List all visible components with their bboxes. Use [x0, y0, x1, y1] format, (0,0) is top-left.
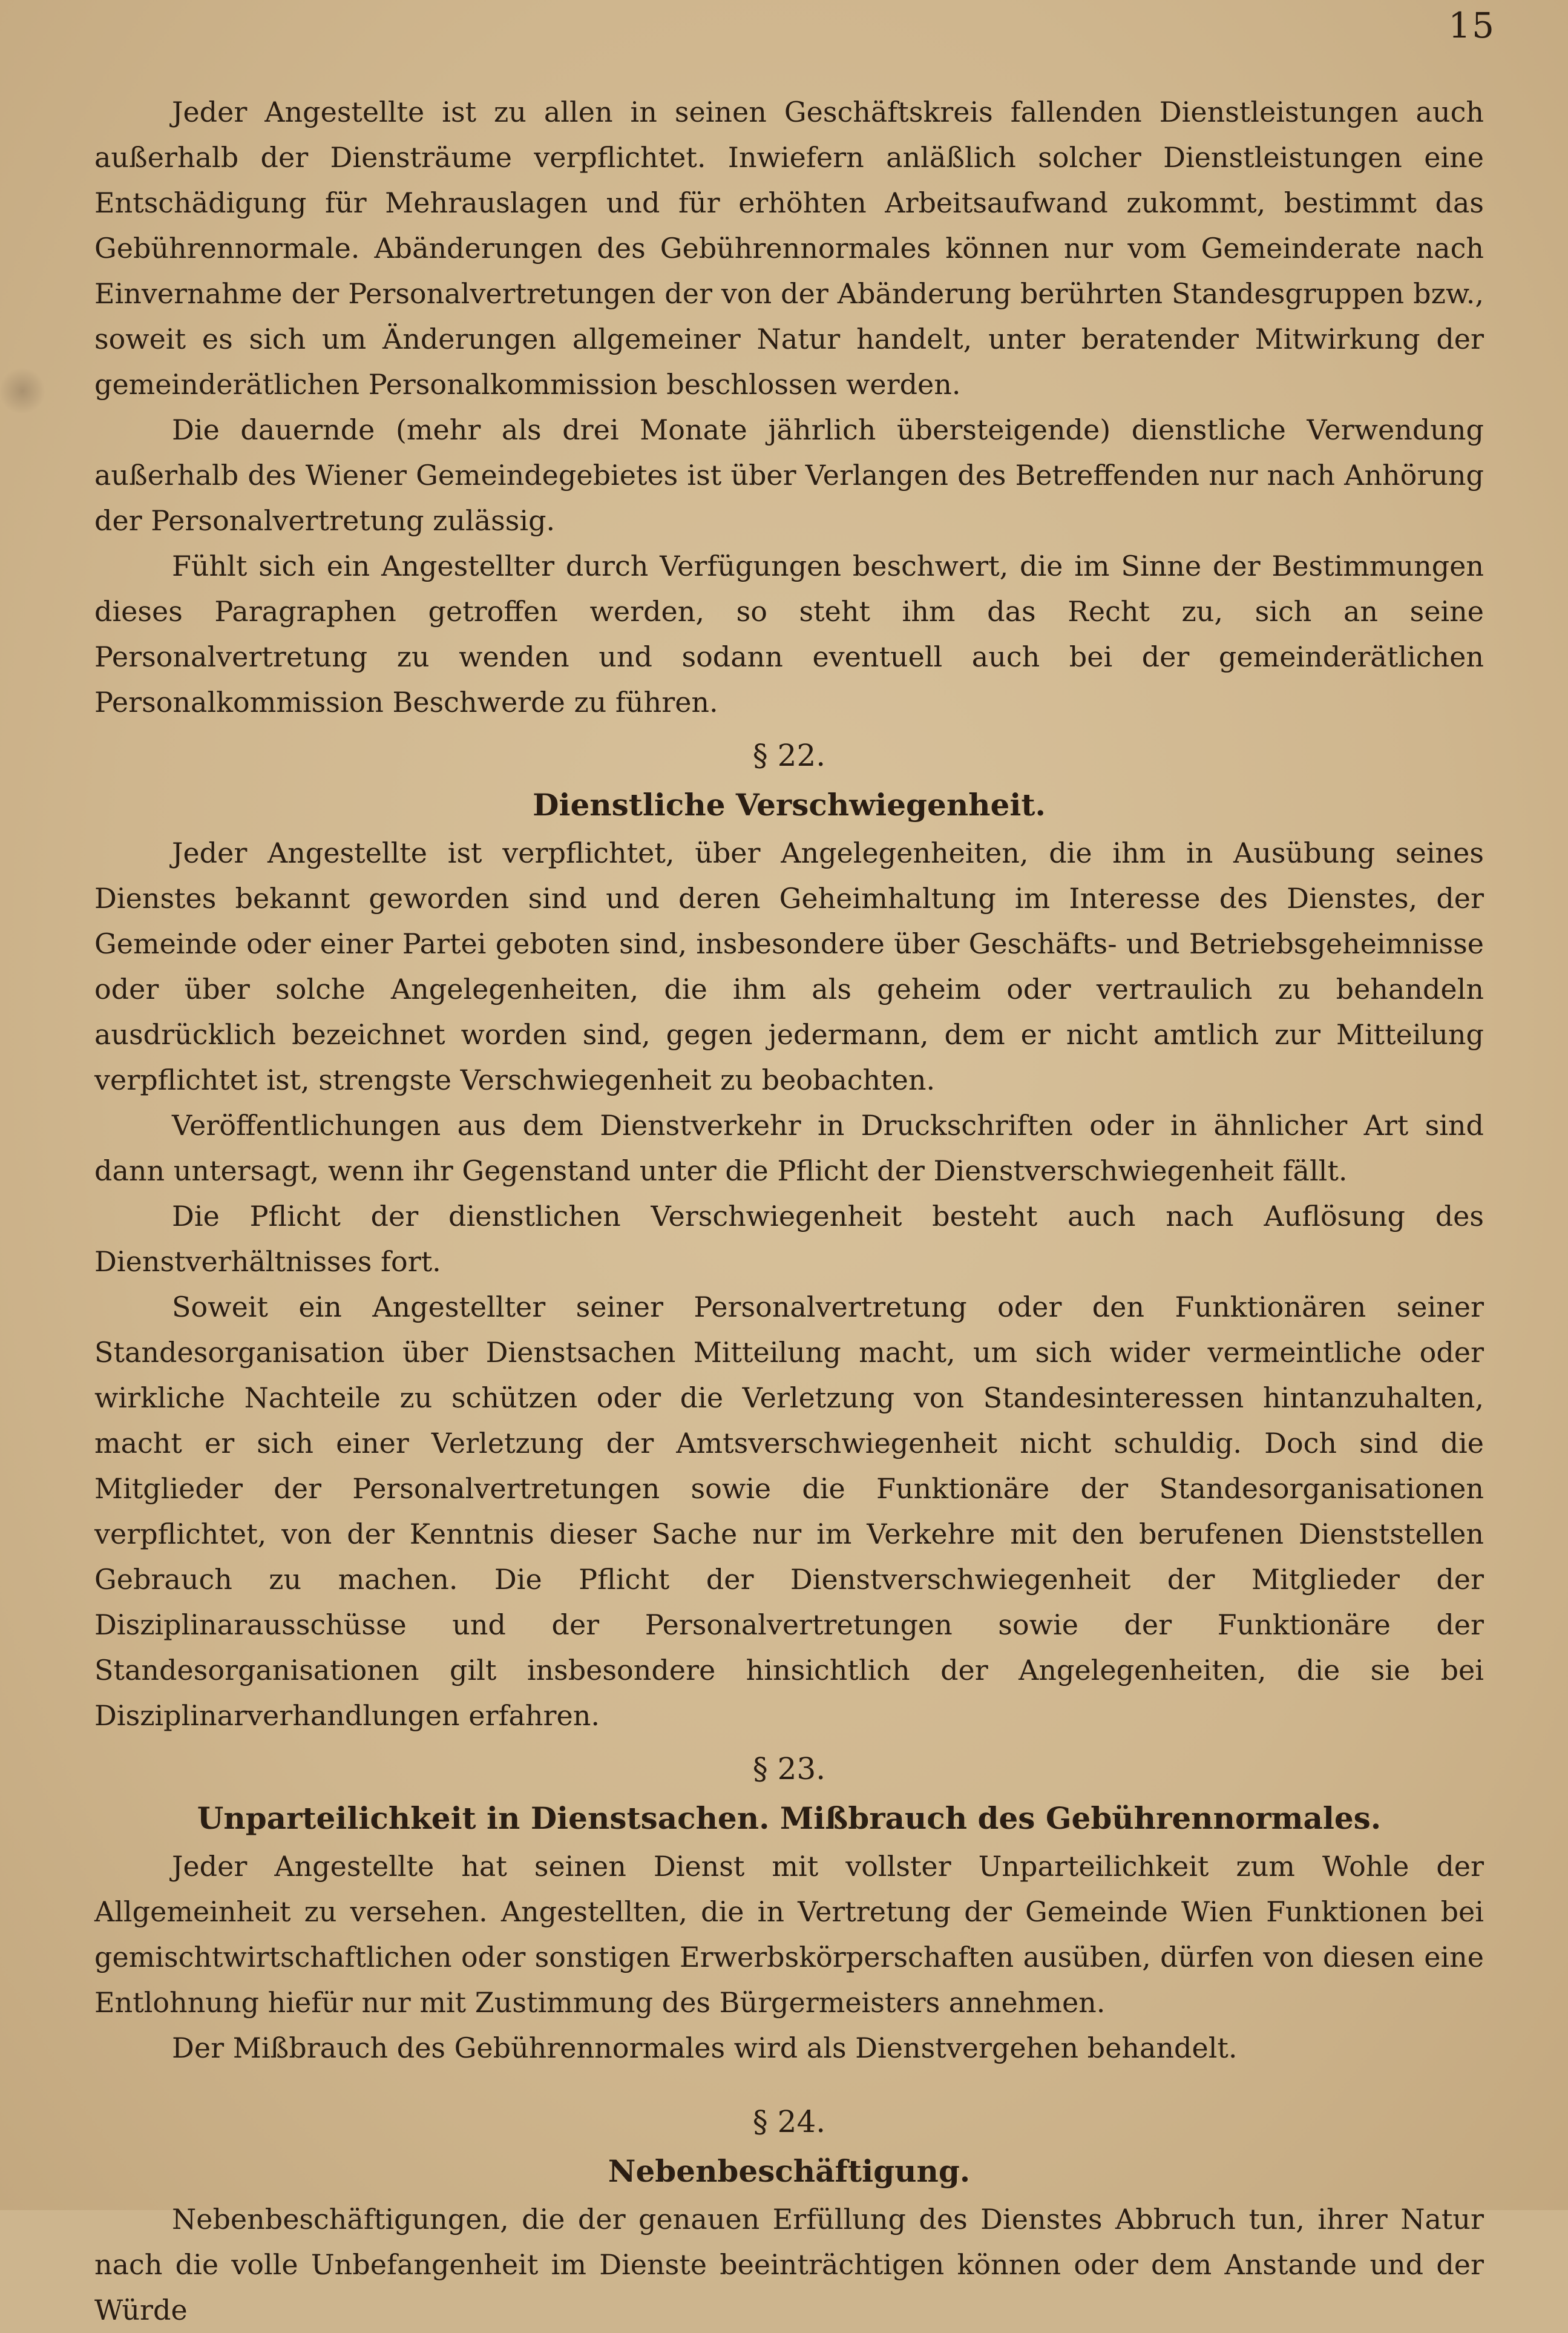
spacer [94, 2071, 1484, 2091]
paragraph: Der Mißbrauch des Gebührennormales wird als Dienstvergehen behandelt. [172, 2032, 1238, 2064]
ink-smudge [0, 367, 45, 415]
paragraph: Veröffentlichungen aus dem Dienstverkehr in Druckschriften oder in ähnlicher Art sind dann untersagt, wenn ihr Gegenstand unter die Pflicht der Dienstverschwiegenheit fällt. [94, 1109, 1484, 1187]
section-number: § 24. [752, 2104, 826, 2139]
section-number: § 23. [752, 1751, 826, 1786]
paragraph: Nebenbeschäftigungen, die der genauen Erfüllung des Dienstes Abbruch tun, ihrer Natur nach die volle Unbefangenheit im Dienste beeinträchtigen können oder dem Anstande und der Würde [94, 2203, 1484, 2326]
document-body [94, 90, 1484, 2333]
paragraph: Jeder Angestellte hat seinen Dienst mit vollster Unparteilichkeit zum Wohle der Allgemeinheit zu versehen. Angestellten, die in Vertretung der Gemeinde Wien Funktionen bei gemischtwirtschaftlichen oder sonstigen Erwerbskörperschaften ausüben, dürfen von diesen eine Entlohnung hiefür nur mit Zustimmung des Bürgermeisters annehmen. [94, 1850, 1484, 2019]
section-heading: Nebenbeschäftigung. [608, 2153, 971, 2189]
section-heading: Unparteilichkeit in Dienstsachen. Mißbrauch des Gebührennormales. [197, 1800, 1382, 1836]
paragraph: Soweit ein Angestellter seiner Personalvertretung oder den Funktionären seiner Standesorganisation über Dienstsachen Mitteilung macht, um sich wider vermeintliche oder wirkliche Nachteile zu schützen oder die Verletzung von Standesinteressen hintanzuhalten, macht er sich einer Verletzung der Amtsverschwiegenheit nicht schuldig. Doch sind die Mitglieder der Personalvertretungen sowie die Funktionäre der Standesorganisationen verpflichtet, von der Kenntnis dieser Sache nur im Verkehre mit den berufenen Dienststellen Gebrauch zu machen. Die Pflicht der Dienstverschwiegenheit der Mitglieder der Disziplinarausschüsse und der Personalvertretungen sowie der Funktionäre der Standesorganisationen gilt insbesondere hinsichtlich der Angelegenheiten, die sie bei Disziplinarverhandlungen erfahren. [94, 1291, 1484, 1732]
paragraph: Jeder Angestellte ist verpflichtet, über Angelegenheiten, die ihm in Ausübung seines Dienstes bekannt geworden sind und deren Geheimhaltung im Interesse des Dienstes, der Gemeinde oder einer Partei geboten sind, insbesondere über Geschäfts- und Betriebsgeheimnisse oder über solche Angelegenheiten, die ihm als geheim oder vertraulich zu behandeln ausdrücklich bezeichnet worden sind, gegen jedermann, dem er nicht amtlich zur Mitteilung verpflichtet ist, strengste Verschwiegenheit zu beobachten. [94, 837, 1484, 1096]
paragraph: Fühlt sich ein Angestellter durch Verfügungen beschwert, die im Sinne der Bestimmungen dieses Paragraphen getroffen werden, so steht ihm das Recht zu, sich an seine Personalvertretung zu wenden und sodann eventuell auch bei der gemeinderätlichen Personalkommission Beschwerde zu führen. [94, 550, 1484, 719]
paragraph: Jeder Angestellte ist zu allen in seinen Geschäftskreis fallenden Dienstleistungen auch außerhalb der Diensträume verpflichtet. Inwiefern anläßlich solcher Dienstleistungen eine Entschädigung für Mehrauslagen und für erhöhten Arbeitsaufwand zukommt, bestimmt das Gebührennormale. Abänderungen des Gebührennormales können nur vom Gemeinderate nach Einvernahme der Personalvertretungen der von der Abänderung berührten Standesgruppen bzw., soweit es sich um Änderungen allgemeiner Natur handelt, unter beratender Mitwirkung der gemeinderätlichen Personalkommission beschlossen werden. [94, 96, 1484, 401]
paragraph: Die Pflicht der dienstlichen Verschwiegenheit besteht auch nach Auflösung des Dienstverhältnisses fort. [94, 1200, 1484, 1278]
section-heading: Dienstliche Verschwiegenheit. [533, 787, 1046, 823]
page-number: 15 [1448, 5, 1495, 46]
paragraph: Die dauernde (mehr als drei Monate jährlich übersteigende) dienstliche Verwendung außerhalb des Wiener Gemeindegebietes ist über Verlangen des Betreffenden nur nach Anhörung der Personalvertretung zulässig. [94, 413, 1484, 537]
section-number: § 22. [752, 738, 826, 773]
